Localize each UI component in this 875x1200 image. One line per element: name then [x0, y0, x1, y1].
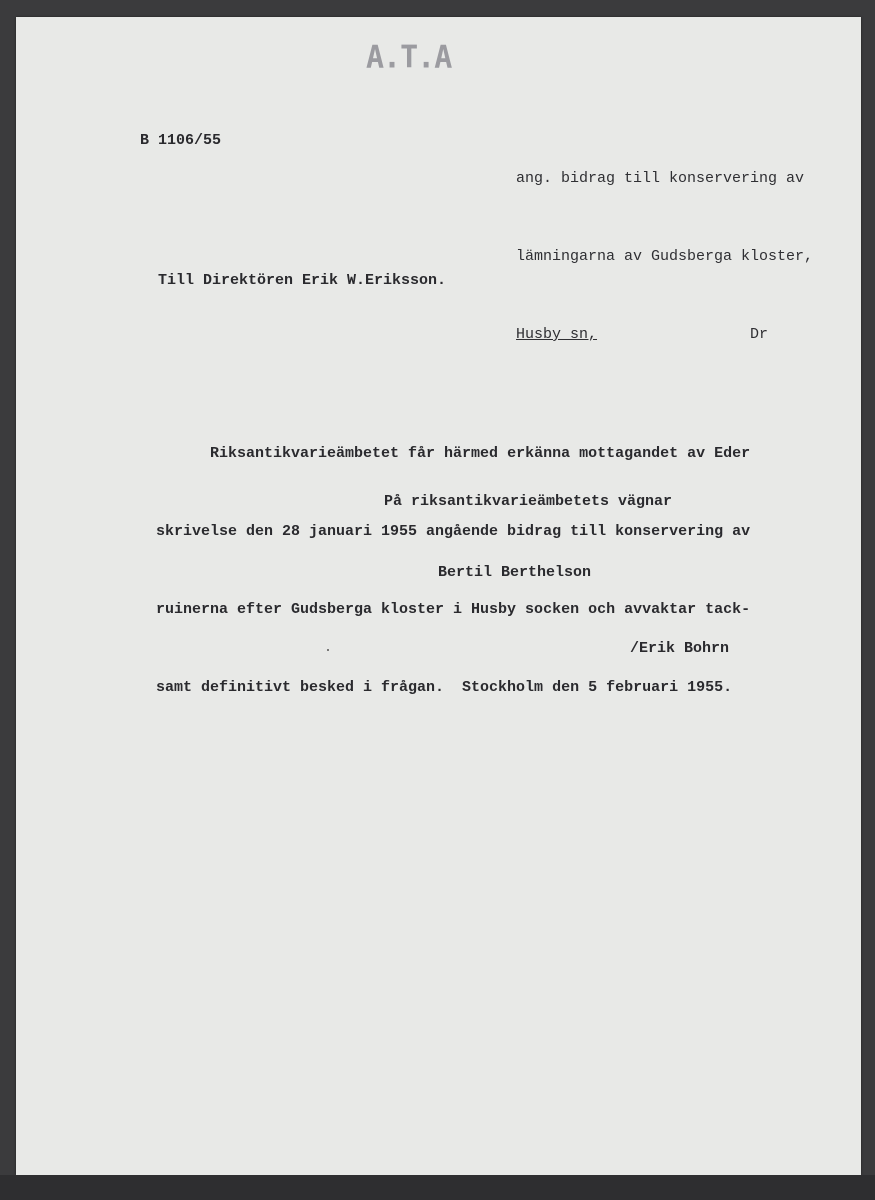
archive-stamp: A.T.A — [366, 39, 452, 76]
addressee: Till Direktören Erik W.Eriksson. — [158, 272, 447, 289]
subject-block — [516, 114, 813, 400]
body-line-3: ruinerna efter Gudsberga kloster i Husby socken och avvaktar tack- — [156, 601, 751, 618]
body-line-4: samt definitivt besked i frågan. Stockholm den 5 februari 1955. — [156, 679, 733, 696]
subject-line-1: ang. bidrag till konservering av — [516, 170, 805, 187]
body-line-2: skrivelse den 28 januari 1955 angående bidrag till konservering av — [156, 523, 751, 540]
subject-suffix: Dr — [750, 326, 769, 343]
reference-number: B 1106/55 — [140, 132, 222, 149]
scanner-bed-edge — [0, 1175, 875, 1200]
subject-place: Husby sn, — [516, 326, 598, 343]
paper-speck — [327, 649, 329, 651]
subject-line-3 — [516, 322, 813, 348]
body-line-1: Riksantikvarieämbetet får härmed erkänna mottagandet av Eder — [210, 445, 751, 462]
closing-line: På riksantikvarieämbetets vägnar — [384, 493, 673, 510]
subject-line-2: lämningarna av Gudsberga kloster, — [516, 248, 814, 265]
co-signatory: /Erik Bohrn — [630, 640, 730, 657]
signatory: Bertil Berthelson — [438, 564, 592, 581]
